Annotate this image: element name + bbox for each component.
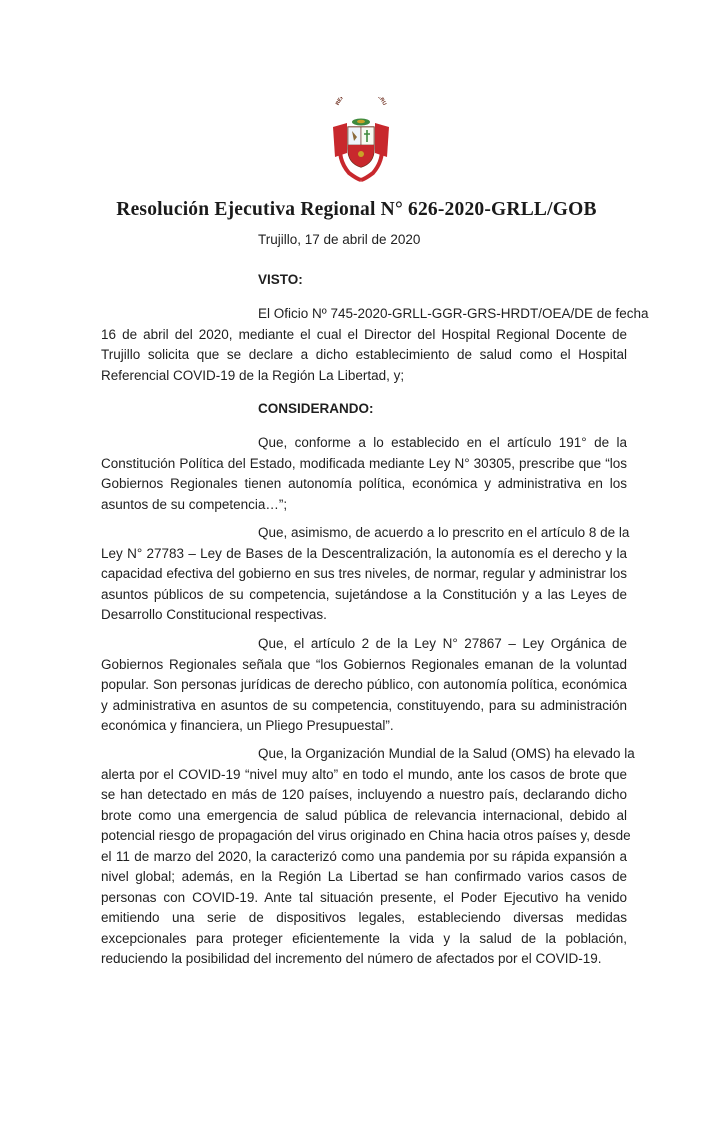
paragraph-line: económica y financiera, un Pliego Presupuestal”. (101, 718, 394, 733)
paragraph-line: Gobiernos Regionales señala que “los Gobiernos Regionales emanan de la voluntad (101, 656, 627, 672)
paragraph-line: nivel global; además, en la Región La Libertad se han confirmado varios casos de (101, 869, 627, 884)
paragraph-line: reduciendo la posibilidad del incremento del número de afectados por el COVID-19. (101, 951, 602, 966)
considerando-paragraph-2 (101, 523, 630, 626)
paragraph-line: y administrativa en asuntos de su competencia, constituyendo, para su administración (101, 697, 627, 713)
visto-heading: VISTO: (258, 272, 303, 287)
resolution-title: Resolución Ejecutiva Regional N° 626-2020-GRLL/GOB (116, 199, 597, 220)
paragraph-line: Constitución Política del Estado, modificada mediante Ley N° 30305, prescribe que “los (101, 455, 627, 471)
paragraph-line: capacidad efectiva del gobierno en sus tres niveles, de normar, regular y administrar los (101, 566, 627, 581)
peru-coat-of-arms-seal (327, 97, 395, 183)
svg-text:REPUBLICA DEL PERU: REP ERU (334, 97, 388, 107)
paragraph-line: Que, la Organización Mundial de la Salud (OMS) ha elevado la (258, 746, 635, 761)
paragraph-line: personas con COVID-19. Ante tal situación presente, el Poder Ejecutivo ha venido (101, 889, 627, 905)
paragraph-line: 16 de abril del 2020, mediante el cual el Director del Hospital Regional Docente de (101, 326, 627, 342)
paragraph-line: asuntos públicos de su competencia, sujetándose a la Constitución y a las Leyes de (101, 586, 627, 602)
paragraph-line: se han detectado en más de 120 países, incluyendo a nuestro país, declarando dicho (101, 787, 627, 802)
considerando-heading: CONSIDERANDO: (258, 401, 374, 416)
paragraph-line: asuntos de su competencia…”; (101, 496, 288, 512)
document-date: Trujillo, 17 de abril de 2020 (258, 232, 421, 247)
paragraph-line: el 11 de marzo del 2020, la caracterizó como una pandemia por su rápida expansión a (101, 848, 627, 864)
considerando-paragraph-3 (101, 634, 627, 737)
paragraph-line: Trujillo solicita que se declare a dicho establecimiento de salud como el Hospital (101, 347, 627, 362)
paragraph-line: Que, asimismo, de acuerdo a lo prescrito en el artículo 8 de la (258, 525, 630, 540)
considerando-paragraph-1 (101, 433, 627, 515)
paragraph-line: emitiendo una serie de dispositivos legales, estableciendo diversas medidas (101, 910, 627, 925)
visto-paragraph (101, 304, 649, 386)
paragraph-line: alerta por el COVID-19 “nivel muy alto” en todo el mundo, ante los casos de brote que (101, 766, 627, 782)
paragraph-line: Ley N° 27783 – Ley de Bases de la Descentralización, la autonomía es el derecho y la (101, 545, 627, 561)
paragraph-line: excepcionales para proteger eficientemente la vida y la salud de la población, (101, 930, 627, 946)
paragraph-line: El Oficio Nº 745-2020-GRLL-GGR-GRS-HRDT/OEA/DE de fecha (258, 306, 649, 321)
considerando-paragraph-4 (101, 744, 635, 970)
paragraph-line: Gobiernos Regionales tienen autonomía política, económica y administrativa en los (101, 476, 627, 491)
paragraph-line: popular. Son personas jurídicas de derecho público, con autonomía política, económica (101, 677, 627, 692)
paragraph-line: Que, el artículo 2 de la Ley N° 27867 – Ley Orgánica de (258, 636, 627, 651)
paragraph-line: brote como una emergencia de salud pública de relevancia internacional, debido al (101, 807, 627, 823)
paragraph-line: Que, conforme a lo establecido en el artículo 191° de la (258, 435, 627, 450)
paragraph-line: potencial riesgo de propagación del virus originado en China hacia otros países y, desde (101, 828, 631, 843)
paragraph-line: Desarrollo Constitucional respectivas. (101, 607, 327, 622)
coat-of-arms-icon (327, 97, 395, 183)
paragraph-line: Referencial COVID-19 de la Región La Libertad, y; (101, 367, 405, 383)
